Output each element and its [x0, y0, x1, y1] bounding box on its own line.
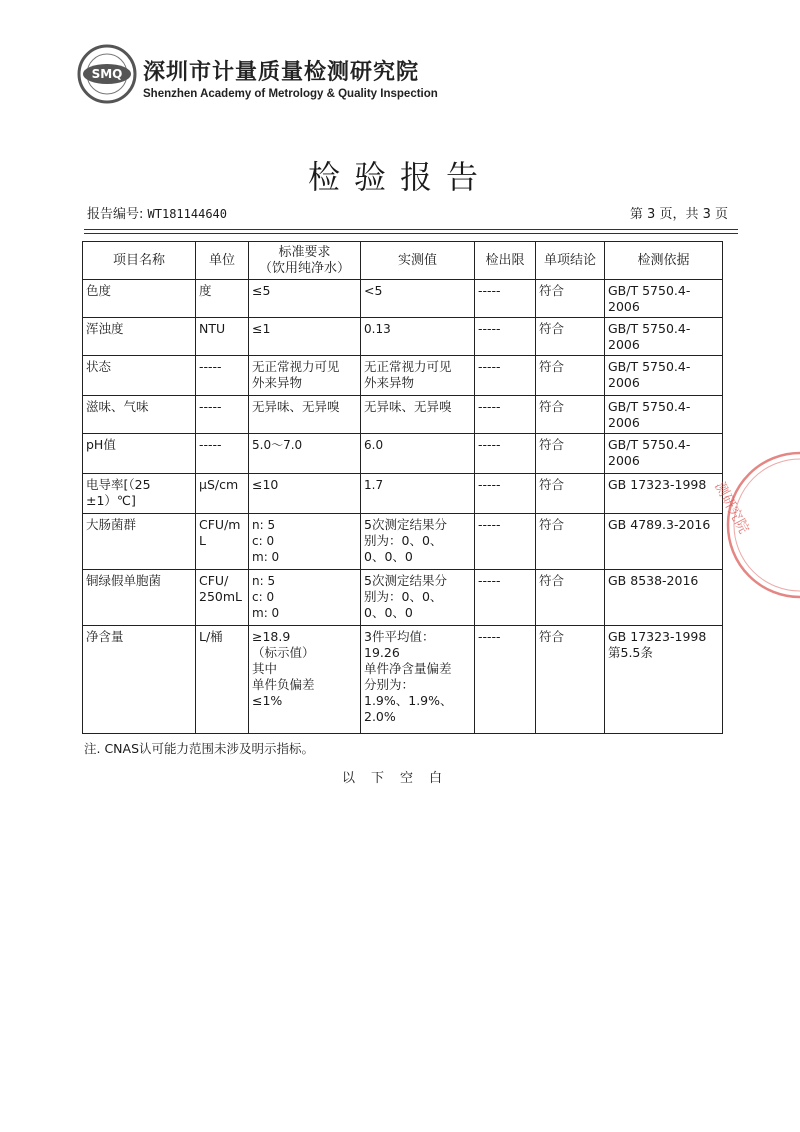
seal-text: 测研究院	[711, 479, 752, 537]
col-limit: 检出限	[475, 242, 536, 280]
col-conclusion: 单项结论	[536, 242, 605, 280]
cell-measured: 5次测定结果分 别为：0、0、 0、0、0	[361, 570, 475, 626]
document-title: 检验报告	[307, 158, 492, 196]
cell-basis: GB 4789.3-2016	[605, 514, 723, 570]
cell-conclusion: 符合	[536, 318, 605, 356]
org-name-en: Shenzhen Academy of Metrology & Quality Inspection	[143, 88, 438, 100]
cell-unit: CFU/ 250mL	[196, 570, 249, 626]
cell-unit: CFU/mL	[196, 514, 249, 570]
cell-measured: <5	[361, 280, 475, 318]
cell-limit: -----	[475, 474, 536, 514]
cell-measured: 1.7	[361, 474, 475, 514]
cell-basis: GB 8538-2016	[605, 570, 723, 626]
table-row	[83, 570, 723, 626]
cell-item: 滋味、气味	[83, 396, 196, 434]
cell-item: 大肠菌群	[83, 514, 196, 570]
cell-conclusion: 符合	[536, 626, 605, 734]
cell-standard: ≤5	[249, 280, 361, 318]
cell-basis: GB 17323-1998	[605, 474, 723, 514]
report-number-value: WT181144640	[147, 207, 228, 221]
cell-limit: -----	[475, 280, 536, 318]
cell-unit: L/桶	[196, 626, 249, 734]
cell-measured: 6.0	[361, 434, 475, 474]
cell-unit: -----	[196, 396, 249, 434]
cell-limit: -----	[475, 356, 536, 396]
cell-standard: ≥18.9 （标示值） 其中 单件负偏差 ≤1%	[249, 626, 361, 734]
cell-basis: GB/T 5750.4- 2006	[605, 434, 723, 474]
end-of-content-mark: 以下空白	[341, 771, 458, 786]
footnote: 注. CNAS认可能力范围未涉及明示指标。	[84, 741, 315, 756]
table-row	[83, 434, 723, 474]
cell-basis: GB/T 5750.4- 2006	[605, 280, 723, 318]
cell-basis: GB/T 5750.4- 2006	[605, 318, 723, 356]
cell-standard: n: 5 c: 0 m: 0	[249, 514, 361, 570]
cell-unit: -----	[196, 356, 249, 396]
cell-conclusion: 符合	[536, 474, 605, 514]
cell-conclusion: 符合	[536, 514, 605, 570]
cell-measured: 5次测定结果分 别为：0、0、 0、0、0	[361, 514, 475, 570]
cell-measured: 无正常视力可见 外来异物	[361, 356, 475, 396]
col-standard: 标准要求 （饮用纯净水）	[249, 242, 361, 280]
cell-limit: -----	[475, 318, 536, 356]
col-basis: 检测依据	[605, 242, 723, 280]
org-name-cn: 深圳市计量质量检测研究院	[143, 60, 420, 85]
table-row	[83, 280, 723, 318]
table-row	[83, 626, 723, 734]
cell-limit: -----	[475, 514, 536, 570]
cell-item: 状态	[83, 356, 196, 396]
cell-unit: NTU	[196, 318, 249, 356]
cell-standard: n: 5 c: 0 m: 0	[249, 570, 361, 626]
page-info: 第 3 页，共 3 页	[629, 207, 728, 222]
report-number	[87, 203, 227, 222]
cell-conclusion: 符合	[536, 434, 605, 474]
cell-item: pH值	[83, 434, 196, 474]
col-measured: 实测值	[361, 242, 475, 280]
table-row	[83, 396, 723, 434]
cell-measured: 无异味、无异嗅	[361, 396, 475, 434]
cell-standard: 无异味、无异嗅	[249, 396, 361, 434]
org-logo	[77, 44, 137, 104]
cell-conclusion: 符合	[536, 280, 605, 318]
cell-limit: -----	[475, 396, 536, 434]
results-table	[82, 241, 723, 734]
cell-standard: ≤1	[249, 318, 361, 356]
cell-standard: 无正常视力可见 外来异物	[249, 356, 361, 396]
header-rule	[84, 229, 738, 230]
table-row	[83, 356, 723, 396]
header-rule-double	[84, 233, 738, 234]
table-row	[83, 318, 723, 356]
cell-limit: -----	[475, 434, 536, 474]
cell-item: 铜绿假单胞菌	[83, 570, 196, 626]
cell-item: 净含量	[83, 626, 196, 734]
cell-unit: 度	[196, 280, 249, 318]
logo-text: SMQ	[91, 67, 123, 81]
cell-basis: GB/T 5750.4- 2006	[605, 356, 723, 396]
cell-limit: -----	[475, 626, 536, 734]
cell-unit: μS/cm	[196, 474, 249, 514]
cell-limit: -----	[475, 570, 536, 626]
cell-measured: 0.13	[361, 318, 475, 356]
table-header-row	[83, 242, 723, 280]
table-row	[83, 514, 723, 570]
col-item: 项目名称	[83, 242, 196, 280]
cell-unit: -----	[196, 434, 249, 474]
cell-item: 浑浊度	[83, 318, 196, 356]
cell-standard: ≤10	[249, 474, 361, 514]
cell-conclusion: 符合	[536, 356, 605, 396]
table-row	[83, 474, 723, 514]
cell-item: 色度	[83, 280, 196, 318]
cell-basis: GB 17323-1998 第5.5条	[605, 626, 723, 734]
cell-conclusion: 符合	[536, 396, 605, 434]
cell-conclusion: 符合	[536, 570, 605, 626]
cell-basis: GB/T 5750.4- 2006	[605, 396, 723, 434]
report-number-label: 报告编号:	[87, 207, 144, 222]
cell-measured: 3件平均值： 19.26 单件净含量偏差 分别为： 1.9%、1.9%、 2.0%	[361, 626, 475, 734]
col-unit: 单位	[196, 242, 249, 280]
cell-standard: 5.0～7.0	[249, 434, 361, 474]
cell-item: 电导率[（25 ±1）℃]	[83, 474, 196, 514]
